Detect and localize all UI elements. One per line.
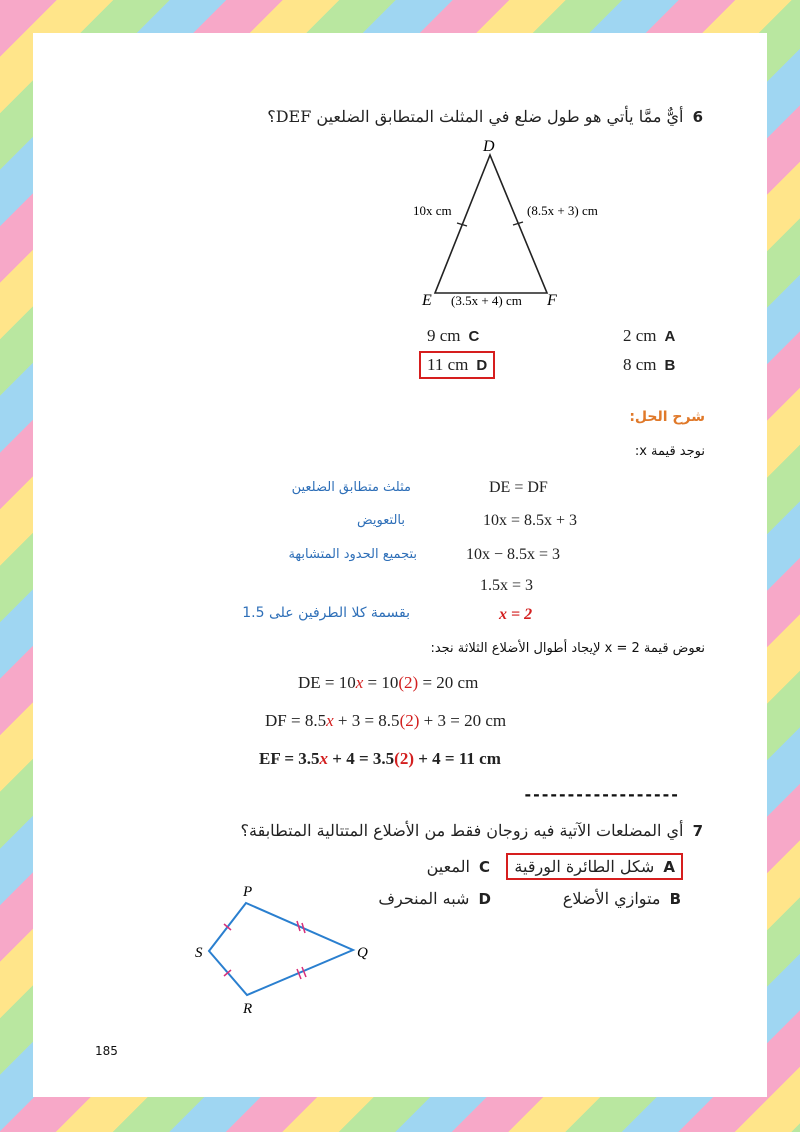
q6-number: 6 [692, 108, 703, 126]
q6-option-b[interactable] [623, 355, 675, 375]
q6-text: أيٌّ ممَّا يأتي هو طول ضلع في المثلث المتطابق الضلعين DEF؟ [267, 107, 684, 126]
q6-option-c-letter: C [468, 328, 480, 345]
q7-option-b-value: متوازي الأضلاع [562, 889, 661, 908]
q7-option-c-letter: C [478, 858, 490, 876]
q7-option-a-letter: A [663, 858, 675, 876]
de-eq-value: (2) [398, 673, 419, 692]
df-equation [265, 711, 506, 731]
q7-option-d[interactable] [378, 889, 491, 908]
separator-line: ------------------ [523, 785, 679, 804]
kite-figure [183, 881, 383, 1021]
q7-number: 7 [692, 822, 703, 840]
solution-heading: شرح الحل: [629, 409, 705, 425]
q6-option-d-correct[interactable] [419, 351, 495, 379]
de-eq-part: DE = 10 [298, 673, 356, 692]
q6-option-d-value: 11 cm [427, 355, 469, 374]
df-eq-part: + 3 = 8.5 [333, 711, 400, 730]
ef-eq-result: + 4 = 11 cm [413, 749, 501, 768]
step-1-reason: مثلث متطابق الضلعين [291, 480, 411, 495]
q7-option-d-letter: D [478, 890, 491, 908]
q6-option-a-letter: A [664, 328, 676, 345]
ef-eq-part: EF = 3.5 [259, 749, 320, 768]
step-4-eq: 1.5x = 3 [480, 577, 534, 594]
q7-option-a-correct[interactable] [506, 853, 683, 880]
df-eq-value: (2) [399, 711, 420, 730]
q6-option-a-value: 2 cm [623, 326, 657, 345]
q6-option-c[interactable] [427, 326, 479, 346]
q7-option-b-letter: B [669, 890, 681, 908]
q7-question [241, 821, 703, 840]
side-df-label: (8.5x + 3) cm [527, 203, 598, 218]
step-5-reason: بقسمة كلا الطرفين على 1.5 [242, 605, 410, 621]
page-number: 185 [95, 1044, 118, 1058]
ef-equation [259, 749, 501, 769]
q6-option-b-letter: B [664, 357, 676, 374]
q6-option-b-value: 8 cm [623, 355, 657, 374]
step-3-eq: 10x − 8.5x = 3 [466, 546, 561, 563]
q7-option-c[interactable] [427, 857, 490, 876]
ef-eq-part: + 4 = 3.5 [328, 749, 395, 768]
q7-option-b[interactable] [563, 889, 681, 908]
vertex-p-label: P [243, 884, 253, 900]
q7-option-d-value: شبه المنحرف [378, 889, 470, 908]
de-eq-result: = 20 cm [418, 673, 479, 692]
page [33, 33, 767, 1097]
vertex-r-label: R [243, 1001, 253, 1017]
ef-eq-value: (2) [394, 749, 414, 768]
df-eq-x: x [326, 711, 334, 730]
find-x-text: نوجد قيمة x: [634, 444, 705, 459]
df-eq-part: DF = 8.5 [265, 711, 327, 730]
q7-text: أي المضلعات الآتية فيه زوجان فقط من الأضلاع المتتالية المتطابقة؟ [240, 821, 684, 840]
substitute-text: نعوض قيمة x = 2 لإيجاد أطوال الأضلاع الثلاثة نجد: [430, 641, 705, 656]
q7-option-a-value: شكل الطائرة الورقية [514, 857, 655, 876]
de-eq-x: x [355, 673, 364, 692]
step-5-eq: x = 2 [499, 606, 533, 623]
vertex-q-label: Q [357, 945, 368, 961]
vertex-e-label: E [422, 292, 432, 309]
vertex-s-label: S [195, 945, 203, 961]
de-eq-part: = 10 [363, 673, 399, 692]
side-de-label: 10x cm [413, 203, 452, 218]
vertex-f-label: F [547, 292, 557, 309]
step-1-eq: DE = DF [489, 479, 548, 496]
q7-option-c-value: المعين [426, 857, 470, 876]
de-equation [298, 673, 478, 693]
kite-shape [209, 903, 353, 995]
triangle-figure [393, 133, 653, 318]
ef-eq-x: x [319, 749, 329, 768]
side-ef-label: (3.5x + 4) cm [451, 293, 522, 308]
step-2-reason: بالتعويض [357, 513, 405, 528]
q6-option-a[interactable] [623, 326, 675, 346]
q6-question [267, 107, 703, 126]
step-3-reason: بتجميع الحدود المتشابهة [288, 547, 417, 562]
q6-option-d-letter: D [476, 357, 488, 374]
q6-option-c-value: 9 cm [427, 326, 461, 345]
df-eq-result: + 3 = 20 cm [419, 711, 507, 730]
step-2-eq: 10x = 8.5x + 3 [483, 512, 578, 529]
vertex-d-label: D [483, 138, 495, 155]
triangle-shape [435, 155, 547, 293]
